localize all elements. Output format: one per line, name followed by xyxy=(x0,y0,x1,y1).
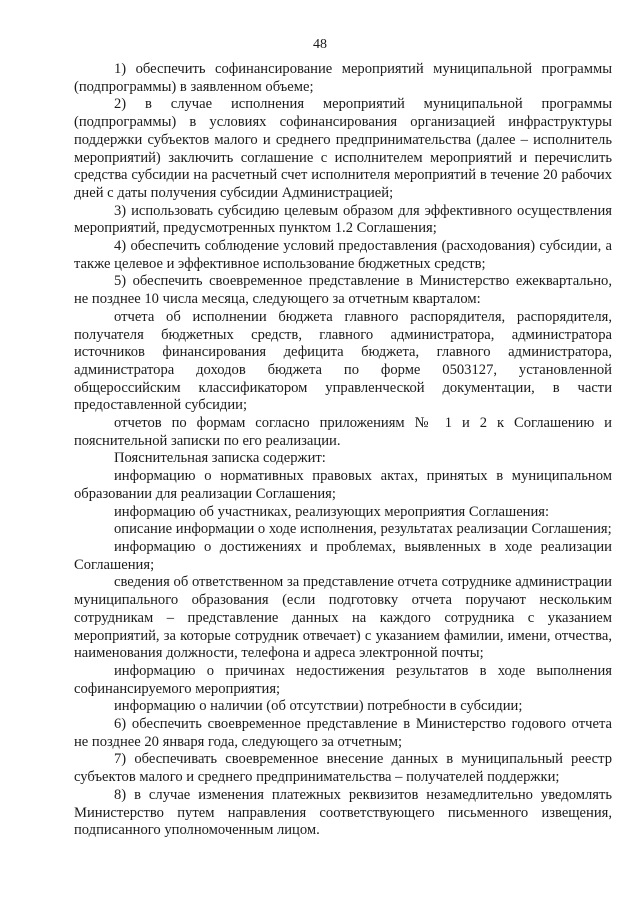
paragraph-note-intro: Пояснительная записка содержит: xyxy=(114,450,326,467)
paragraph-item-5: 5) обеспечить своевременное представление в Министерство ежеквартально, не позднее 10 числа месяца, следующего за отчетным кварталом: xyxy=(74,273,612,308)
paragraph-item-2: 2) в случае исполнения мероприятий муниципальной программы (подпрограммы) в условиях софинансирования организацией инфраструктуры поддержки субъектов малого и среднего предпринимательства (далее – исполнитель мероприятий) заключить соглашение с исполнителем мероприятий и перечислить средства субсидии на расчетный счет исполнителя мероприятий в течение 20 рабочих дней с даты получения субсидии Администрацией; xyxy=(74,96,612,201)
document-body xyxy=(74,61,612,840)
paragraph-report-budget: отчета об исполнении бюджета главного распорядителя, распорядителя, получателя бюджетных средств, главного администратора, администратора источников финансирования дефицита бюджета, главного администратора, администратора доходов бюджета по форме 0503127, установленной общероссийским классификатором управленческой документации, в части предоставленной субсидии; xyxy=(74,308,612,414)
paragraph-item-8: 8) в случае изменения платежных реквизитов незамедлительно уведомлять Министерство путем направления соответствующего письменного извещения, подписанного уполномоченным лицом. xyxy=(74,786,612,839)
page-number: 48 xyxy=(313,37,327,52)
paragraph-note-reasons: информацию о причинах недостижения результатов в ходе выполнения софинансируемого мероприятия; xyxy=(74,662,612,697)
paragraph-item-3: 3) использовать субсидию целевым образом для эффективного осуществления мероприятий, предусмотренных пунктом 1.2 Соглашения; xyxy=(74,202,612,237)
paragraph-item-6: 6) обеспечить своевременное представление в Министерство годового отчета не позднее 20 января года, следующего за отчетным; xyxy=(74,716,612,750)
paragraph-note-responsible: сведения об ответственном за представление отчета сотруднике администрации муниципального образования (если подготовку отчета поручают нескольким сотрудникам – представление данных на каждого сотрудника с указанием мероприятий, за которые сотрудник отвечает) с указанием фамилии, имени, отчества, наименования должности, телефона и адреса электронной почты; xyxy=(74,574,612,662)
paragraph-report-forms: отчетов по формам согласно приложениям № 1 и 2 к Соглашению и пояснительной записки по его реализации. xyxy=(74,415,612,449)
paragraph-note-participants: информацию об участниках, реализующих мероприятия Соглашения: xyxy=(114,503,550,520)
paragraph-item-7: 7) обеспечивать своевременное внесение данных в муниципальный реестр субъектов малого и среднего предпринимательства – получателей поддержки; xyxy=(74,751,612,786)
paragraph-note-progress: описание информации о ходе исполнения, результатах реализации Соглашения; xyxy=(114,521,612,538)
paragraph-item-1: 1) обеспечить софинансирование мероприятий муниципальной программы (подпрограммы) в заявленном объеме; xyxy=(74,61,612,95)
paragraph-note-need: информацию о наличии (об отсутствии) потребности в субсидии; xyxy=(114,698,523,715)
paragraph-item-4: 4) обеспечить соблюдение условий предоставления (расходования) субсидии, а также целевое и эффективное использование бюджетных средств; xyxy=(74,238,612,272)
paragraph-note-acts: информацию о нормативных правовых актах, принятых в муниципальном образовании для реализации Соглашения; xyxy=(74,468,612,502)
paragraph-note-achievements: информацию о достижениях и проблемах, выявленных в ходе реализации Соглашения; xyxy=(74,538,612,573)
